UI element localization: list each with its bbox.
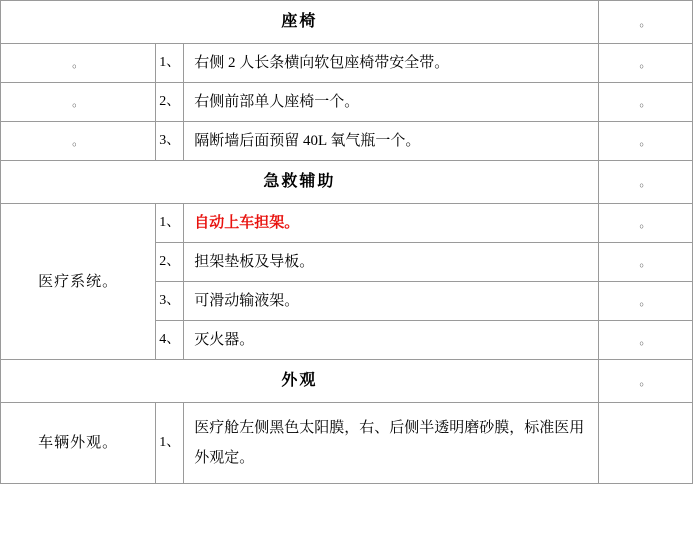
description-cell xyxy=(184,403,599,484)
row-number-cell xyxy=(156,321,184,360)
description-cell xyxy=(184,204,599,243)
row-number-cell xyxy=(156,83,184,122)
row-number: 3、 xyxy=(159,293,181,308)
row-number-cell xyxy=(156,403,184,484)
note-cell xyxy=(598,204,692,243)
section-note: 。 xyxy=(639,15,652,29)
description-text: 右侧 2 人长条横向软包座椅带安全带。 xyxy=(194,55,450,71)
note-text: 。 xyxy=(639,56,652,70)
section-title: 座椅 xyxy=(281,13,318,30)
category-label: 。 xyxy=(72,95,85,109)
row-number: 1、 xyxy=(159,55,181,70)
row-number: 1、 xyxy=(159,435,181,450)
section-title-cell xyxy=(1,360,599,403)
section-title-cell xyxy=(1,161,599,204)
table-row xyxy=(1,204,693,243)
description-text: 灭火器。 xyxy=(194,332,255,348)
section-note-cell xyxy=(598,1,692,44)
table-row xyxy=(1,44,693,83)
category-cell-medical-system xyxy=(1,204,156,360)
row-number-cell xyxy=(156,282,184,321)
category-cell-vehicle-exterior xyxy=(1,403,156,484)
note-text: 。 xyxy=(639,216,652,230)
note-cell xyxy=(598,44,692,83)
description-text: 右侧前部单人座椅一个。 xyxy=(194,94,360,110)
description-cell xyxy=(184,321,599,360)
row-number: 2、 xyxy=(159,94,181,109)
section-title-cell xyxy=(1,1,599,44)
description-cell xyxy=(184,44,599,83)
section-header-row xyxy=(1,1,693,44)
note-text: 。 xyxy=(639,255,652,269)
table-row xyxy=(1,122,693,161)
table-row xyxy=(1,403,693,484)
description-text: 隔断墙后面预留 40L 氧气瓶一个。 xyxy=(194,133,421,149)
row-number-cell xyxy=(156,122,184,161)
section-note-cell xyxy=(598,161,692,204)
section-note: 。 xyxy=(639,175,652,189)
note-text: 。 xyxy=(639,134,652,148)
category-cell xyxy=(1,122,156,161)
row-number: 1、 xyxy=(159,215,181,230)
row-number-cell xyxy=(156,204,184,243)
row-number-cell xyxy=(156,44,184,83)
note-cell xyxy=(598,321,692,360)
description-text-highlighted: 自动上车担架。 xyxy=(194,215,300,231)
section-note-cell xyxy=(598,360,692,403)
note-cell xyxy=(598,122,692,161)
description-cell xyxy=(184,122,599,161)
note-text: 。 xyxy=(639,294,652,308)
category-label: 医疗系统。 xyxy=(38,273,119,290)
row-number: 3、 xyxy=(159,133,181,148)
note-text: 。 xyxy=(639,333,652,347)
note-cell xyxy=(598,243,692,282)
category-label: 车辆外观。 xyxy=(38,435,119,451)
description-cell xyxy=(184,243,599,282)
section-title: 急救辅助 xyxy=(263,173,336,190)
category-label: 。 xyxy=(72,56,85,70)
category-cell xyxy=(1,44,156,83)
section-header-row xyxy=(1,161,693,204)
table-row xyxy=(1,83,693,122)
note-cell xyxy=(598,282,692,321)
note-cell xyxy=(598,403,692,484)
description-text: 担架垫板及导板。 xyxy=(194,254,315,270)
row-number: 4、 xyxy=(159,332,181,347)
row-number-cell xyxy=(156,243,184,282)
description-text: 可滑动输液架。 xyxy=(194,293,300,309)
description-cell xyxy=(184,282,599,321)
category-label: 。 xyxy=(72,134,85,148)
section-note: 。 xyxy=(639,374,652,388)
section-title: 外观 xyxy=(281,372,318,389)
description-cell xyxy=(184,83,599,122)
category-cell xyxy=(1,83,156,122)
section-header-row xyxy=(1,360,693,403)
note-cell xyxy=(598,83,692,122)
description-text: 医疗舱左侧黑色太阳膜，右、后侧半透明磨砂膜，标准医用外观定。 xyxy=(194,420,585,466)
row-number: 2、 xyxy=(159,254,181,269)
note-text xyxy=(599,430,692,456)
note-text: 。 xyxy=(639,95,652,109)
